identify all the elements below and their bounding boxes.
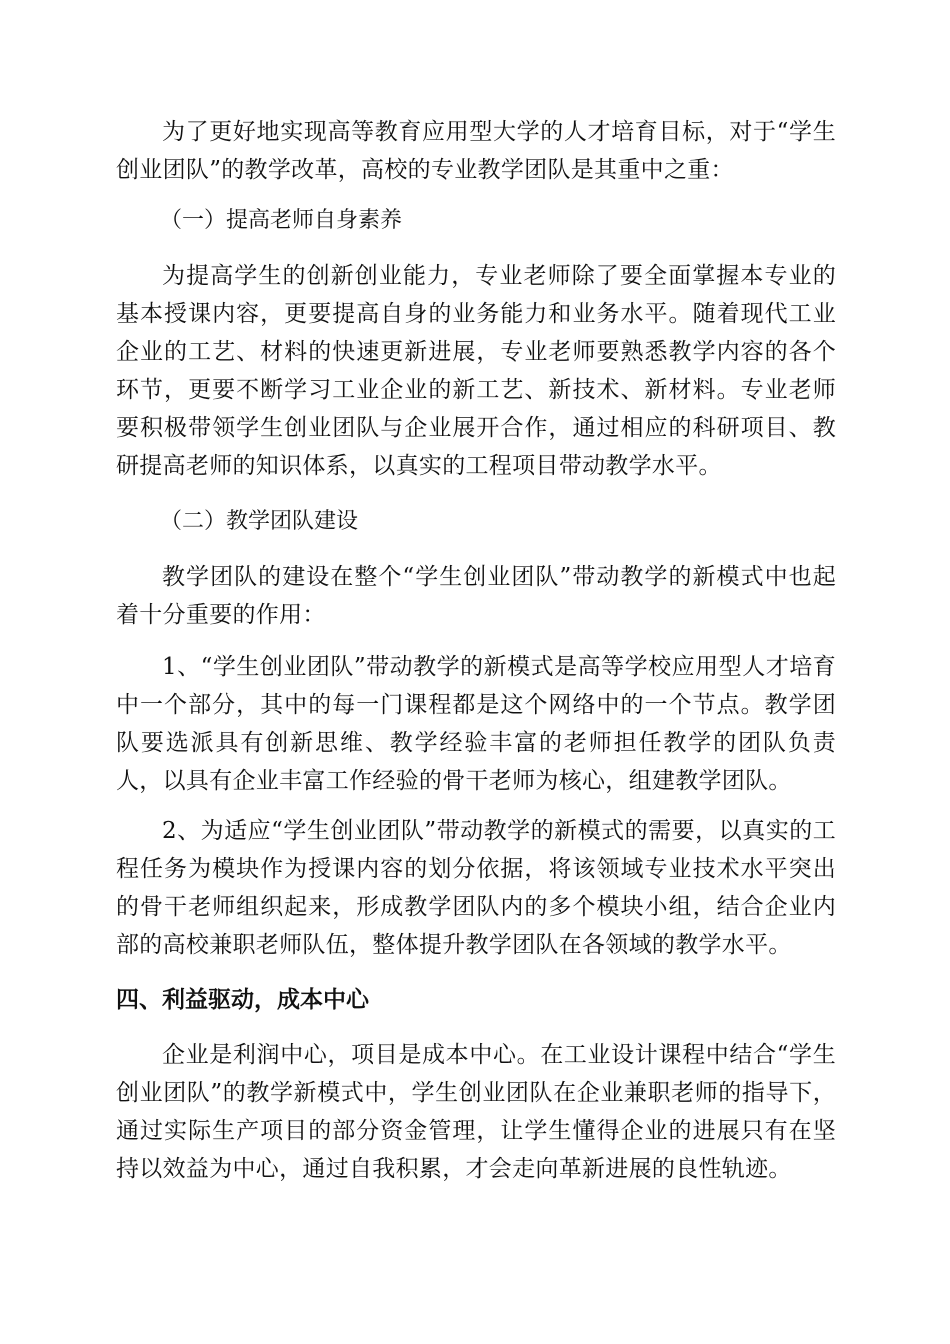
list-item-1: 1、“学生创业团队”带动教学的新模式是高等学校应用型人才培育中一个部分，其中的每一门课程都是这个网络中的一个节点。教学团队要选派具有创新思维、教学经验丰富的老师担任教学的团队负责人，以具有企业丰富工作经验的骨干老师为核心，组建教学团队。 (116, 654, 836, 794)
section-4-paragraph: 企业是利润中心，项目是成本中心。在工业设计课程中结合“学生创业团队”的教学新模式中，学生创业团队在企业兼职老师的指导下，通过实际生产项目的部分资金管理，让学生懂得企业的进展只有在坚持以效益为中心，通过自我积累，才会走向革新进展的良性轨迹。 (116, 1042, 836, 1182)
intro-paragraph: 为了更好地实现高等教育应用型大学的人才培育目标，对于“学生创业团队”的教学改革，高校的专业教学团队是其重中之重： (116, 119, 836, 183)
section-heading-4: 四、利益驱动，成本中心 (116, 987, 369, 1013)
subsection-1-paragraph: 为提高学生的创新创业能力，专业老师除了要全面掌握本专业的基本授课内容，更要提高自身的业务能力和业务水平。随着现代工业企业的工艺、材料的快速更新进展，专业老师要熟悉教学内容的各个环节，更要不断学习工业企业的新工艺、新技术、新材料。专业老师要积极带领学生创业团队与企业展开合作，通过相应的科研项目、教研提高老师的知识体系，以真实的工程项目带动教学水平。 (116, 263, 836, 479)
subsection-2-paragraph: 教学团队的建设在整个“学生创业团队”带动教学的新模式中也起着十分重要的作用： (116, 564, 836, 628)
list-item-2: 2、为适应“学生创业团队”带动教学的新模式的需要，以真实的工程任务为模块作为授课内容的划分依据，将该领域专业技术水平突出的骨干老师组织起来，形成教学团队内的多个模块小组，结合企业内部的高校兼职老师队伍，整体提升教学团队在各领域的教学水平。 (116, 818, 836, 958)
subheading-2: （二）教学团队建设 (160, 509, 359, 534)
subheading-1: （一）提高老师自身素养 (160, 208, 403, 233)
